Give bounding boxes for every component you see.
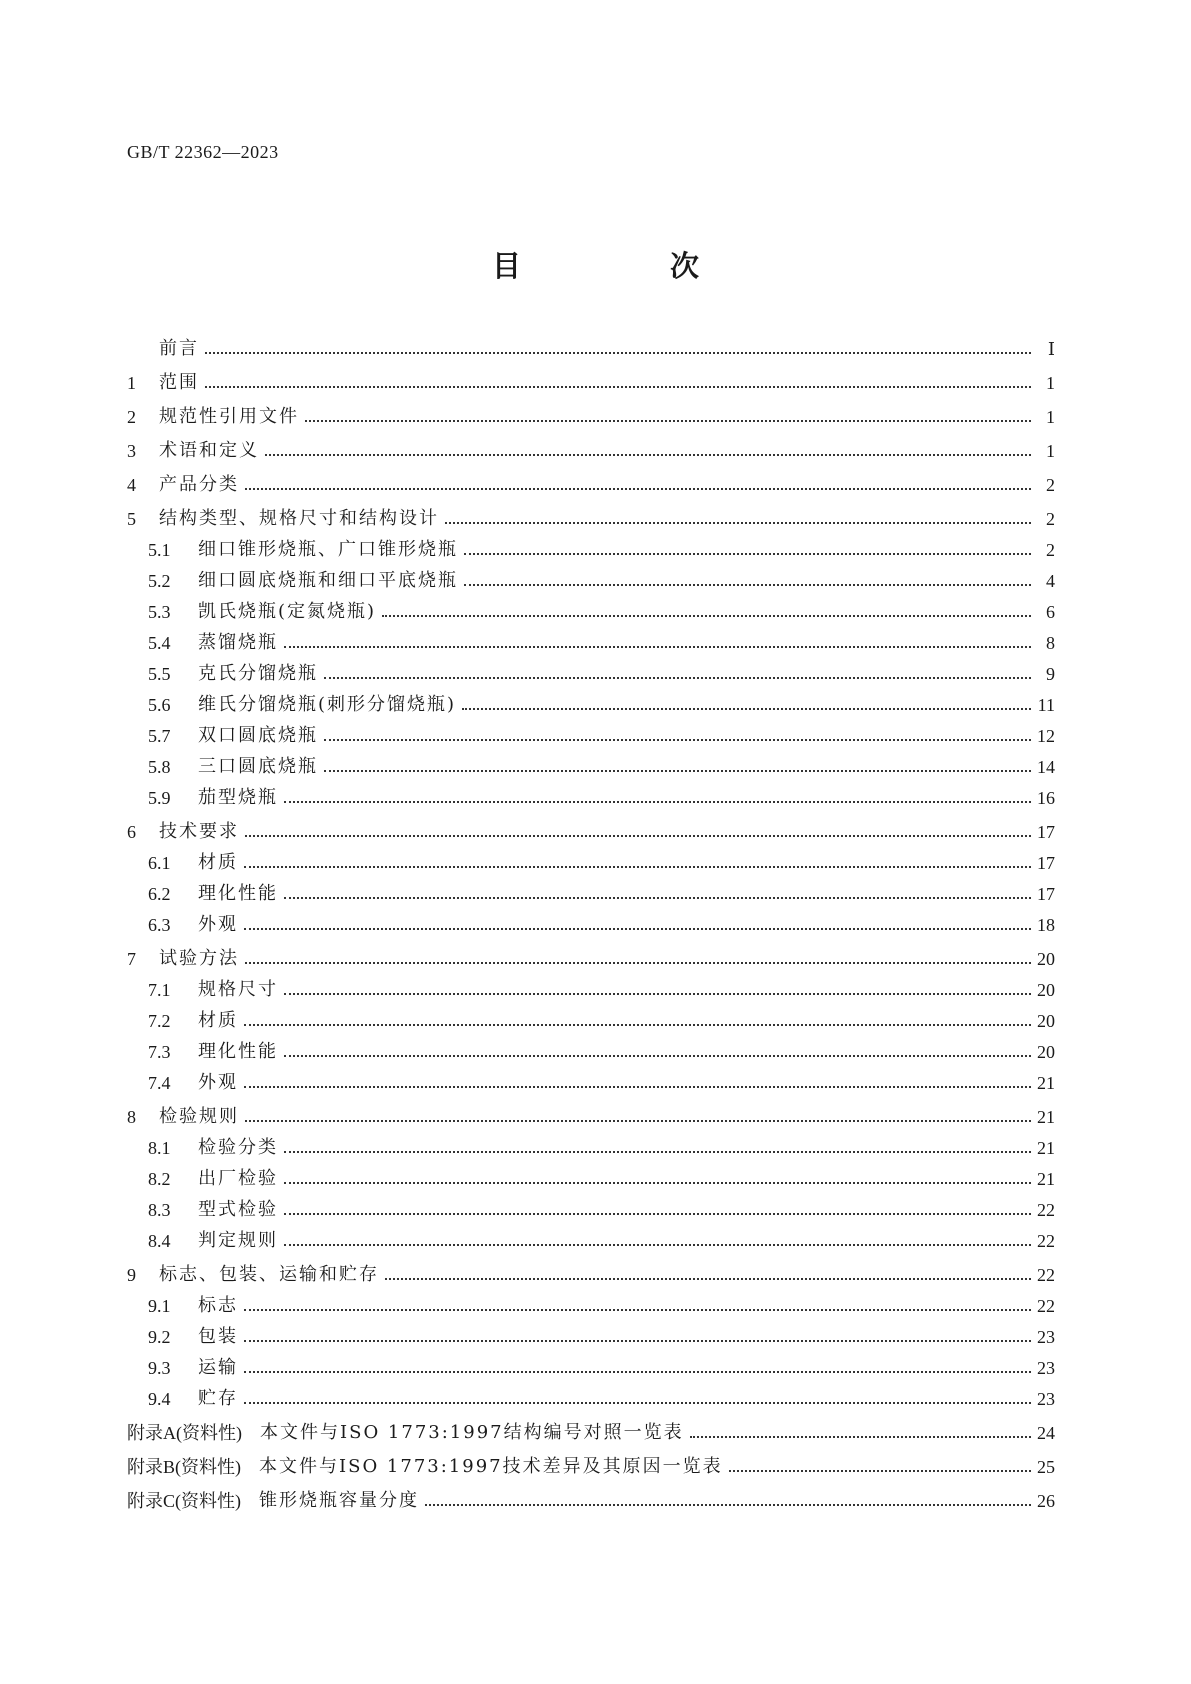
toc-entry-page: 16 (1037, 788, 1055, 808)
toc-dot-leader (245, 835, 1031, 837)
toc-entry-number: 附录A(资料性) (127, 1423, 242, 1443)
toc-entry-title: 范围 (159, 372, 199, 393)
toc-entry-page: 22 (1037, 1265, 1055, 1285)
toc-entry-number: 6.3 (148, 915, 171, 935)
toc-subsection-entry[interactable] (127, 852, 1055, 874)
toc-entry-number: 5.4 (148, 633, 171, 653)
toc-dot-leader (284, 1055, 1031, 1057)
toc-dot-leader (284, 1182, 1031, 1184)
toc-entry-title: 标志 (198, 1295, 238, 1316)
toc-entry-title: 双口圆底烧瓶 (198, 725, 318, 746)
toc-entry-title: 技术要求 (159, 821, 239, 842)
toc-entry-page: 20 (1037, 1042, 1055, 1062)
toc-entry-page: 14 (1037, 757, 1055, 777)
toc-dot-leader (385, 1278, 1031, 1280)
toc-entry-page: 12 (1037, 726, 1055, 746)
toc-entry-title: 术语和定义 (159, 440, 259, 461)
toc-appendix-entry[interactable] (127, 1490, 1055, 1512)
toc-dot-leader (244, 866, 1031, 868)
toc-dot-leader (284, 1151, 1031, 1153)
toc-entry-number: 5.2 (148, 571, 171, 591)
toc-entry-number: 7.2 (148, 1011, 171, 1031)
toc-dot-leader (265, 454, 1031, 456)
toc-entry-title: 试验方法 (159, 948, 239, 969)
toc-dot-leader (324, 677, 1031, 679)
toc-entry-number: 5.9 (148, 788, 171, 808)
toc-entry-title: 凯氏烧瓶(定氮烧瓶) (198, 601, 377, 622)
toc-entry-page: 11 (1037, 695, 1055, 715)
toc-entry-title: 理化性能 (198, 883, 278, 904)
toc-entry-title: 锥形烧瓶容量分度 (259, 1490, 419, 1511)
toc-entry-number: 5.6 (148, 695, 171, 715)
toc-section-entry[interactable] (127, 948, 1055, 970)
toc-entry-number: 8.2 (148, 1169, 171, 1189)
toc-entry-page: Ⅰ (1047, 339, 1055, 359)
toc-entry-title: 检验分类 (198, 1137, 278, 1158)
toc-entry-number: 6.2 (148, 884, 171, 904)
toc-subsection-entry[interactable] (127, 1168, 1055, 1190)
toc-dot-leader (244, 1371, 1031, 1373)
toc-dot-leader (245, 962, 1031, 964)
toc-entry-page: 9 (1046, 664, 1055, 684)
toc-dot-leader (445, 522, 1031, 524)
toc-entry-page: 17 (1037, 884, 1055, 904)
toc-subsection-entry[interactable] (127, 570, 1055, 592)
toc-dot-leader (244, 928, 1031, 930)
toc-entry-title: 材质 (198, 1010, 238, 1031)
toc-entry-title: 本文件与ISO 1773:1997结构编号对照一览表 (260, 1422, 684, 1443)
toc-dot-leader (324, 770, 1031, 772)
toc-dot-leader (245, 1120, 1031, 1122)
toc-dot-leader (245, 488, 1031, 490)
toc-dot-leader (284, 801, 1031, 803)
table-of-contents (127, 338, 1055, 1512)
toc-entry-title: 材质 (198, 852, 238, 873)
toc-entry-number: 9.4 (148, 1389, 171, 1409)
toc-entry-number: 8.1 (148, 1138, 171, 1158)
toc-entry-page: 20 (1037, 1011, 1055, 1031)
toc-entry-page: 21 (1037, 1107, 1055, 1127)
toc-entry-page: 23 (1037, 1389, 1055, 1409)
toc-entry-number: 5.7 (148, 726, 171, 746)
toc-entry-title: 判定规则 (198, 1230, 278, 1251)
toc-appendix-entry[interactable] (127, 1422, 1055, 1444)
toc-entry-title: 检验规则 (159, 1106, 239, 1127)
toc-entry-page: 1 (1046, 373, 1055, 393)
toc-entry-page: 1 (1046, 441, 1055, 461)
toc-entry-page: 8 (1046, 633, 1055, 653)
toc-dot-leader (284, 993, 1031, 995)
toc-entry-title: 细口锥形烧瓶、广口锥形烧瓶 (198, 539, 458, 560)
toc-dot-leader (205, 352, 1031, 354)
toc-entry-page: 21 (1037, 1073, 1055, 1093)
toc-entry-number: 5.3 (148, 602, 171, 622)
toc-entry-page: 18 (1037, 915, 1055, 935)
toc-entry-number: 8 (127, 1107, 136, 1127)
toc-section-entry[interactable] (127, 1106, 1055, 1128)
toc-entry-page: 6 (1046, 602, 1055, 622)
toc-dot-leader (464, 584, 1031, 586)
toc-dot-leader (284, 1213, 1031, 1215)
toc-entry-page: 21 (1037, 1169, 1055, 1189)
toc-entry-number: 7.3 (148, 1042, 171, 1062)
toc-entry-number: 6.1 (148, 853, 171, 873)
toc-dot-leader (305, 420, 1031, 422)
toc-entry-number: 3 (127, 441, 136, 461)
toc-dot-leader (244, 1402, 1031, 1404)
toc-section-entry[interactable] (127, 406, 1055, 428)
toc-section-entry[interactable] (127, 1264, 1055, 1286)
toc-entry-title: 克氏分馏烧瓶 (198, 663, 318, 684)
toc-subsection-entry[interactable] (127, 725, 1055, 747)
toc-entry-page: 20 (1037, 949, 1055, 969)
toc-entry-page: 2 (1046, 509, 1055, 529)
toc-entry-number: 4 (127, 475, 136, 495)
page-title: 目 次 (491, 249, 759, 283)
toc-entry-title: 蒸馏烧瓶 (198, 632, 278, 653)
toc-appendix-entry[interactable] (127, 1456, 1055, 1478)
toc-entry-page: 23 (1037, 1327, 1055, 1347)
toc-entry-number: 9.2 (148, 1327, 171, 1347)
toc-entry-title: 理化性能 (198, 1041, 278, 1062)
toc-entry-title: 细口圆底烧瓶和细口平底烧瓶 (198, 570, 458, 591)
toc-entry-title: 本文件与ISO 1773:1997技术差异及其原因一览表 (259, 1456, 723, 1477)
toc-dot-leader (425, 1504, 1031, 1506)
toc-entry-number: 附录B(资料性) (127, 1457, 241, 1477)
toc-dot-leader (324, 739, 1031, 741)
toc-subsection-entry[interactable] (127, 1295, 1055, 1317)
toc-section-entry[interactable] (127, 474, 1055, 496)
toc-entry-title: 前言 (159, 338, 199, 359)
toc-entry-title: 维氏分馏烧瓶(刺形分馏烧瓶) (198, 694, 457, 715)
toc-entry-page: 26 (1037, 1491, 1055, 1511)
toc-subsection-entry[interactable] (127, 694, 1055, 716)
toc-entry-page: 24 (1037, 1423, 1055, 1443)
toc-entry-title: 贮存 (198, 1388, 238, 1409)
toc-entry-page: 22 (1037, 1200, 1055, 1220)
toc-subsection-entry[interactable] (127, 787, 1055, 809)
toc-subsection-entry[interactable] (127, 756, 1055, 778)
toc-entry-number: 5.1 (148, 540, 171, 560)
toc-subsection-entry[interactable] (127, 1230, 1055, 1252)
toc-entry-title: 运输 (198, 1357, 238, 1378)
toc-dot-leader (284, 897, 1031, 899)
toc-entry-number: 2 (127, 407, 136, 427)
toc-entry-title: 标志、包装、运输和贮存 (159, 1264, 379, 1285)
toc-entry-page: 17 (1037, 822, 1055, 842)
toc-entry-title: 茄型烧瓶 (198, 787, 278, 808)
toc-dot-leader (690, 1436, 1031, 1438)
toc-entry-page: 22 (1037, 1296, 1055, 1316)
toc-subsection-entry[interactable] (127, 1199, 1055, 1221)
toc-entry-number: 8.4 (148, 1231, 171, 1251)
toc-entry-number: 9 (127, 1265, 136, 1285)
toc-entry-page: 21 (1037, 1138, 1055, 1158)
toc-entry-number: 1 (127, 373, 136, 393)
toc-dot-leader (244, 1309, 1031, 1311)
toc-subsection-entry[interactable] (127, 1010, 1055, 1032)
toc-subsection-entry[interactable] (127, 1137, 1055, 1159)
toc-dot-leader (284, 1244, 1031, 1246)
toc-section-entry[interactable] (127, 338, 1055, 360)
toc-entry-page: 2 (1046, 475, 1055, 495)
toc-entry-page: 20 (1037, 980, 1055, 1000)
toc-entry-page: 25 (1037, 1457, 1055, 1477)
toc-dot-leader (462, 708, 1031, 710)
toc-dot-leader (244, 1086, 1031, 1088)
toc-entry-page: 1 (1046, 407, 1055, 427)
toc-subsection-entry[interactable] (127, 1326, 1055, 1348)
toc-subsection-entry[interactable] (127, 1041, 1055, 1063)
toc-entry-number: 5.8 (148, 757, 171, 777)
toc-entry-number: 7.4 (148, 1073, 171, 1093)
toc-entry-title: 规格尺寸 (198, 979, 278, 1000)
toc-subsection-entry[interactable] (127, 883, 1055, 905)
toc-dot-leader (244, 1340, 1031, 1342)
toc-dot-leader (205, 386, 1031, 388)
toc-dot-leader (464, 553, 1031, 555)
toc-section-entry[interactable] (127, 821, 1055, 843)
toc-entry-number: 9.3 (148, 1358, 171, 1378)
toc-dot-leader (284, 646, 1031, 648)
toc-section-entry[interactable] (127, 372, 1055, 394)
toc-subsection-entry[interactable] (127, 1357, 1055, 1379)
toc-entry-title: 三口圆底烧瓶 (198, 756, 318, 777)
toc-entry-title: 型式检验 (198, 1199, 278, 1220)
toc-subsection-entry[interactable] (127, 632, 1055, 654)
toc-entry-number: 5 (127, 509, 136, 529)
toc-entry-page: 22 (1037, 1231, 1055, 1251)
toc-subsection-entry[interactable] (127, 914, 1055, 936)
toc-subsection-entry[interactable] (127, 663, 1055, 685)
toc-entry-title: 规范性引用文件 (159, 406, 299, 427)
toc-entry-number: 6 (127, 822, 136, 842)
toc-dot-leader (382, 615, 1031, 617)
toc-subsection-entry[interactable] (127, 601, 1055, 623)
toc-subsection-entry[interactable] (127, 1072, 1055, 1094)
toc-entry-number: 5.5 (148, 664, 171, 684)
toc-subsection-entry[interactable] (127, 1388, 1055, 1410)
toc-entry-title: 产品分类 (159, 474, 239, 495)
toc-section-entry[interactable] (127, 440, 1055, 462)
toc-entry-number: 附录C(资料性) (127, 1491, 241, 1511)
toc-dot-leader (244, 1024, 1031, 1026)
toc-entry-number: 8.3 (148, 1200, 171, 1220)
toc-entry-page: 17 (1037, 853, 1055, 873)
standard-code-header (127, 142, 279, 163)
toc-entry-number: 7.1 (148, 980, 171, 1000)
toc-dot-leader (729, 1470, 1031, 1472)
toc-section-entry[interactable] (127, 508, 1055, 530)
toc-entry-page: 2 (1046, 540, 1055, 560)
toc-entry-page: 23 (1037, 1358, 1055, 1378)
toc-subsection-entry[interactable] (127, 539, 1055, 561)
toc-entry-title: 包装 (198, 1326, 238, 1347)
toc-entry-page: 4 (1046, 571, 1055, 591)
toc-entry-title: 结构类型、规格尺寸和结构设计 (159, 508, 439, 529)
toc-entry-number: 7 (127, 949, 136, 969)
toc-entry-title: 出厂检验 (198, 1168, 278, 1189)
toc-entry-title: 外观 (198, 1072, 238, 1093)
standard-code: GB/T 22362—2023 (127, 142, 279, 162)
toc-subsection-entry[interactable] (127, 979, 1055, 1001)
toc-entry-number: 9.1 (148, 1296, 171, 1316)
toc-entry-title: 外观 (198, 914, 238, 935)
